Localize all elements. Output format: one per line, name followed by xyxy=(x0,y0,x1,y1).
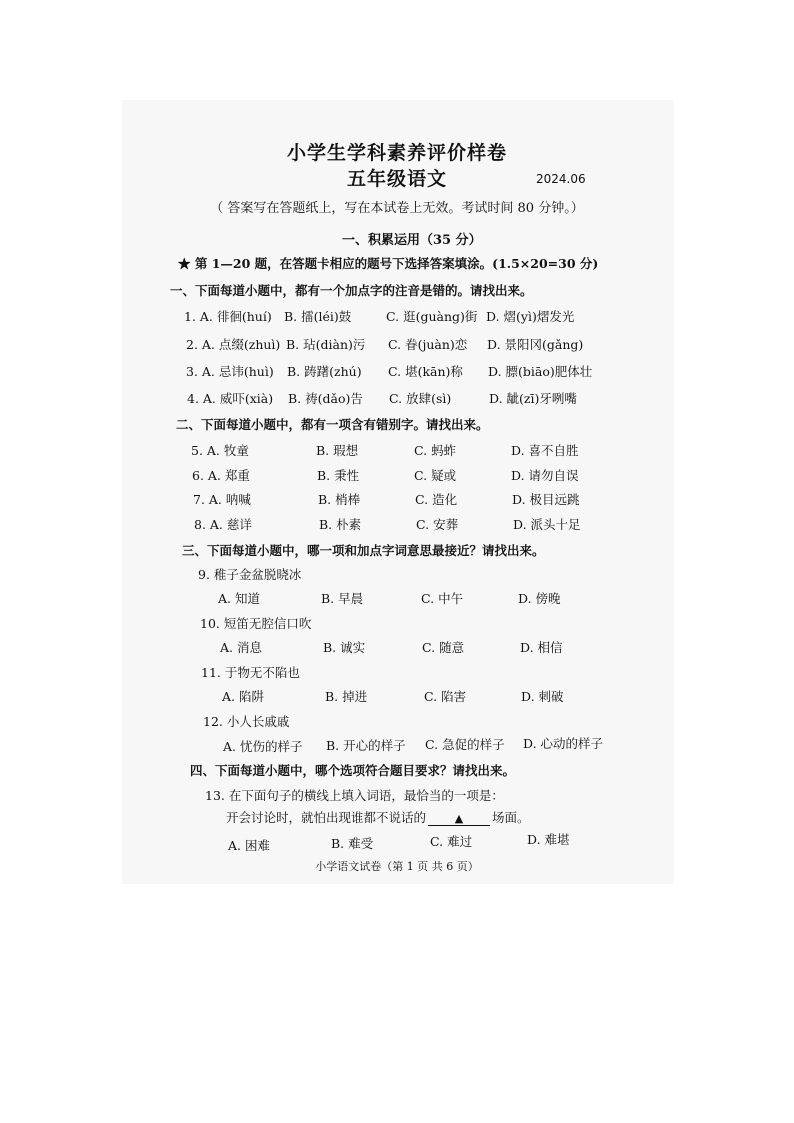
section-instruction: ★ 第 1—20 题，在答题卡相应的题号下选择答案填涂。(1.5×20=30 分) xyxy=(178,256,599,271)
q8-option-a: 8. A. 慈详 xyxy=(194,517,252,532)
q10-option-b: B. 诚实 xyxy=(323,640,366,655)
q3-option-d: D. 膘(biāo)肥体壮 xyxy=(488,364,593,379)
q13-sentence-before: 开会讨论时，就怕出现谁都不说话的 xyxy=(226,810,427,825)
q13-stem: 13. 在下面句子的横线上填入词语，最恰当的一项是： xyxy=(205,788,504,803)
q9-stem: 9. 稚子金盆脱晓冰 xyxy=(198,567,302,582)
q11-option-d: D. 刺破 xyxy=(521,689,564,704)
q6-option-c: C. 疑或 xyxy=(414,468,457,483)
q8-option-d: D. 派头十足 xyxy=(513,517,581,532)
q7-option-a: 7. A. 呐喊 xyxy=(193,492,251,507)
q7-option-d: D. 极目远跳 xyxy=(512,492,580,507)
q6-option-b: B. 秉性 xyxy=(317,468,360,483)
q2-option-a: 2. A. 点缀(zhuì) xyxy=(186,337,281,352)
part1-heading: 一、下面每道小题中，都有一个加点字的注音是错的。请找出来。 xyxy=(170,283,533,298)
q1-option-b: B. 擂(léi)鼓 xyxy=(284,309,352,324)
q10-option-c: C. 随意 xyxy=(422,640,465,655)
q3-option-a: 3. A. 忌讳(huì) xyxy=(186,364,274,379)
q7-option-b: B. 梢棒 xyxy=(318,492,361,507)
q11-option-c: C. 陷害 xyxy=(424,689,467,704)
page-footer: 小学语文试卷（第 1 页 共 6 页） xyxy=(315,860,479,873)
q13-blank xyxy=(428,810,490,826)
q3-option-b: B. 踌躇(zhú) xyxy=(287,364,362,379)
q9-option-d: D. 傍晚 xyxy=(518,591,561,606)
exam-subtitle: 五年级语文 xyxy=(346,168,447,190)
q12-stem: 12. 小人长戚戚 xyxy=(203,714,290,729)
q5-option-c: C. 蚂蚱 xyxy=(414,443,457,458)
q1-option-a: 1. A. 徘徊(huí) xyxy=(184,309,272,324)
q11-option-b: B. 掉进 xyxy=(325,689,368,704)
q10-stem: 10. 短笛无腔信口吹 xyxy=(200,616,312,631)
q1-option-c: C. 逛(guàng)街 xyxy=(386,309,478,324)
q1-option-d: D. 熠(yì)熠发光 xyxy=(486,309,575,324)
q10-option-a: A. 消息 xyxy=(220,640,262,655)
q5-option-a: 5. A. 牧童 xyxy=(191,443,249,458)
q2-option-b: B. 玷(diàn)污 xyxy=(286,337,366,352)
q13-sentence xyxy=(226,808,530,826)
exam-date: 2024.06 xyxy=(536,172,586,186)
part2-heading: 二、下面每道小题中，都有一项含有错别字。请找出来。 xyxy=(176,417,489,432)
q2-option-d: D. 景阳冈(gǎng) xyxy=(487,337,584,352)
exam-note: （ 答案写在答题纸上，写在本试卷上无效。考试时间 80 分钟。） xyxy=(210,201,584,216)
q6-option-d: D. 请勿自误 xyxy=(511,468,579,483)
q13-option-c: C. 难过 xyxy=(430,834,473,849)
q8-option-c: C. 安葬 xyxy=(416,517,459,532)
q13-sentence-after: 场面。 xyxy=(492,810,530,825)
q5-option-d: D. 喜不自胜 xyxy=(511,443,579,458)
section-title: 一、积累运用（35 分） xyxy=(342,233,482,248)
q13-option-b: B. 难受 xyxy=(331,836,374,851)
q11-option-a: A. 陷阱 xyxy=(222,689,264,704)
q12-option-a: A. 忧伤的样子 xyxy=(223,739,303,754)
q4-option-c: C. 放肆(sì) xyxy=(389,391,452,406)
q10-option-d: D. 相信 xyxy=(520,640,563,655)
q12-option-c: C. 急促的样子 xyxy=(425,737,505,752)
q12-option-d: D. 心动的样子 xyxy=(523,736,604,751)
q4-option-d: D. 龇(zī)牙咧嘴 xyxy=(489,391,577,406)
q4-option-a: 4. A. 威吓(xià) xyxy=(187,391,274,406)
q9-option-a: A. 知道 xyxy=(218,591,260,606)
q9-option-c: C. 中午 xyxy=(421,591,464,606)
q13-option-d: D. 难堪 xyxy=(527,832,570,847)
q2-option-c: C. 眷(juàn)恋 xyxy=(388,337,468,352)
q3-option-c: C. 堪(kān)称 xyxy=(388,364,463,379)
q8-option-b: B. 朴素 xyxy=(319,517,362,532)
triangle-marker-icon: ▲ xyxy=(454,812,464,825)
q6-option-a: 6. A. 郑重 xyxy=(192,468,250,483)
q11-stem: 11. 于物无不陷也 xyxy=(201,665,300,680)
part3-heading: 三、下面每道小题中，哪一项和加点字词意思最接近？请找出来。 xyxy=(182,543,545,558)
q7-option-c: C. 造化 xyxy=(415,492,458,507)
part4-heading: 四、下面每道小题中，哪个选项符合题目要求？请找出来。 xyxy=(190,763,516,778)
q4-option-b: B. 祷(dǎo)告 xyxy=(288,391,363,406)
q5-option-b: B. 瑕想 xyxy=(316,443,359,458)
exam-title: 小学生学科素养评价样卷 xyxy=(286,142,507,164)
q9-option-b: B. 早晨 xyxy=(321,591,364,606)
q12-option-b: B. 开心的样子 xyxy=(326,738,406,753)
q13-option-a: A. 困难 xyxy=(228,838,270,853)
